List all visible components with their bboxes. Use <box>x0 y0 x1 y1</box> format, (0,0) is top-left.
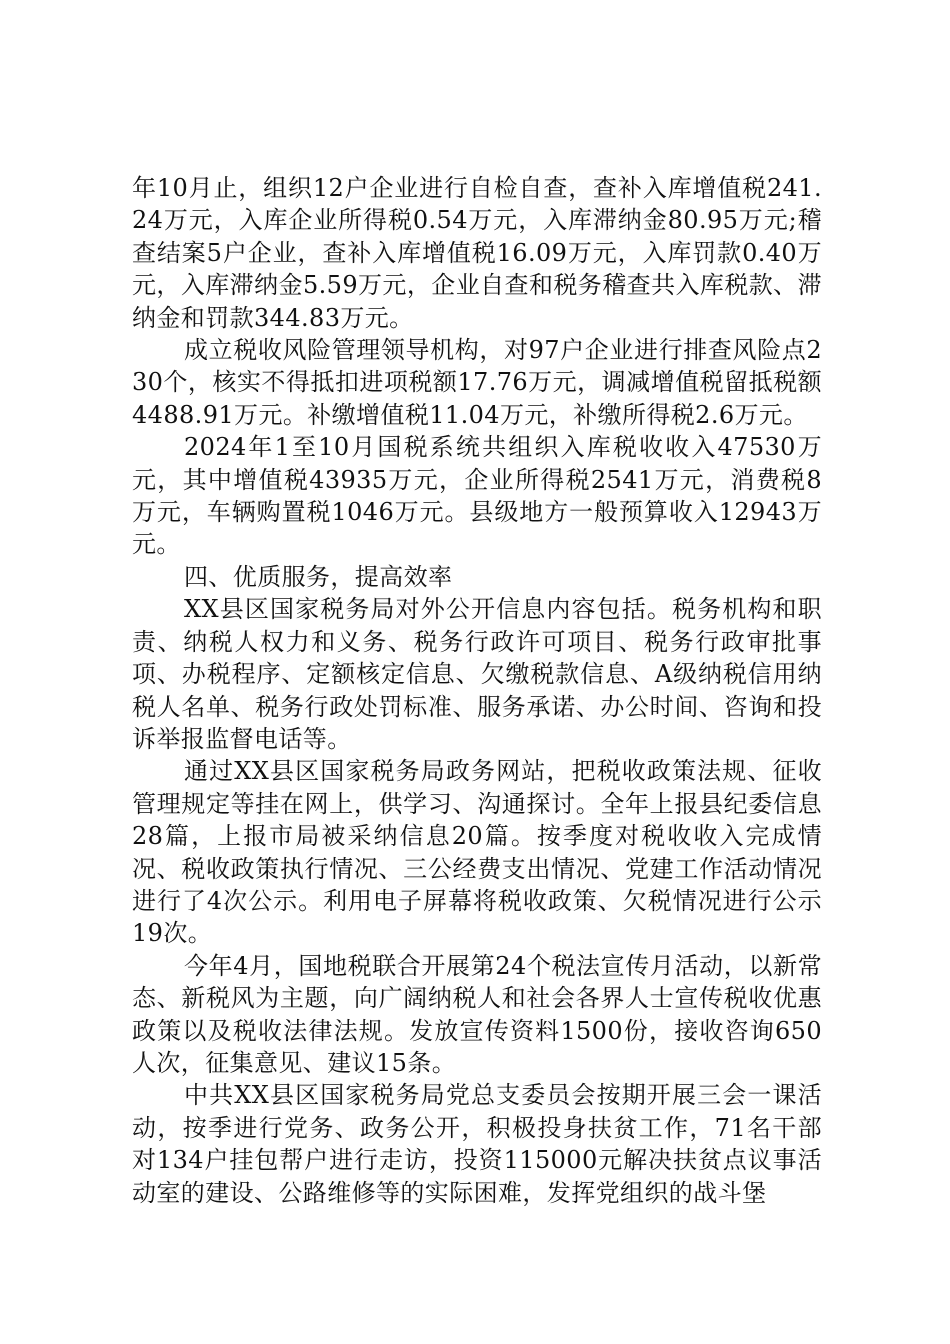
paragraph-3: 2024年1至10月国税系统共组织入库税收收入47530万元，其中增值税43935万元，企业所得税2541万元，消费税8万元，车辆购置税1046万元。县级地方一般预算收入12943万元。 <box>132 433 822 559</box>
paragraph-1: 年10月止，组织12户企业进行自检自查，查补入库增值税241.24万元，入库企业所得税0.54万元，入库滞纳金80.95万元;稽查结案5户企业，查补入库增值税16.09万元，入库罚款0.40万元，入库滞纳金5.59万元，企业自查和税务稽查共入库税款、滞纳金和罚款344.83万元。 <box>132 174 822 332</box>
paragraph-8: 中共XX县区国家税务局党总支委员会按期开展三会一课活动，按季进行党务、政务公开，积极投身扶贫工作，71名干部对134户挂包帮户进行走访，投资115000元解决扶贫点议事活动室的建设、公路维修等的实际困难，发挥党组织的战斗堡 <box>132 1081 822 1207</box>
document-body <box>132 172 822 1209</box>
paragraph-7: 今年4月，国地税联合开展第24个税法宣传月活动，以新常态、新税风为主题，向广阔纳税人和社会各界人士宣传税收优惠政策以及税收法律法规。发放宣传资料1500份，接收咨询650人次，征集意见、建议15条。 <box>132 951 822 1077</box>
paragraph-6: 通过XX县区国家税务局政务网站，把税收政策法规、征收管理规定等挂在网上，供学习、沟通探讨。全年上报县纪委信息28篇，上报市局被采纳信息20篇。按季度对税收收入完成情况、税收政策执行情况、三公经费支出情况、党建工作活动情况进行了4次公示。利用电子屏幕将税收政策、欠税情况进行公示19次。 <box>132 757 822 948</box>
section-heading: 四、优质服务，提高效率 <box>184 562 453 591</box>
paragraph-2: 成立税收风险管理领导机构，对97户企业进行排查风险点230个，核实不得抵扣进项税额17.76万元，调减增值税留抵税额4488.91万元。补缴增值税11.04万元，补缴所得税2.6万元。 <box>132 336 822 429</box>
paragraph-5: XX县区国家税务局对外公开信息内容包括。税务机构和职责、纳税人权力和义务、税务行政许可项目、税务行政审批事项、办税程序、定额核定信息、欠缴税款信息、A级纳税信用纳税人名单、税务行政处罚标准、服务承诺、办公时间、咨询和投诉举报监督电话等。 <box>132 595 822 753</box>
